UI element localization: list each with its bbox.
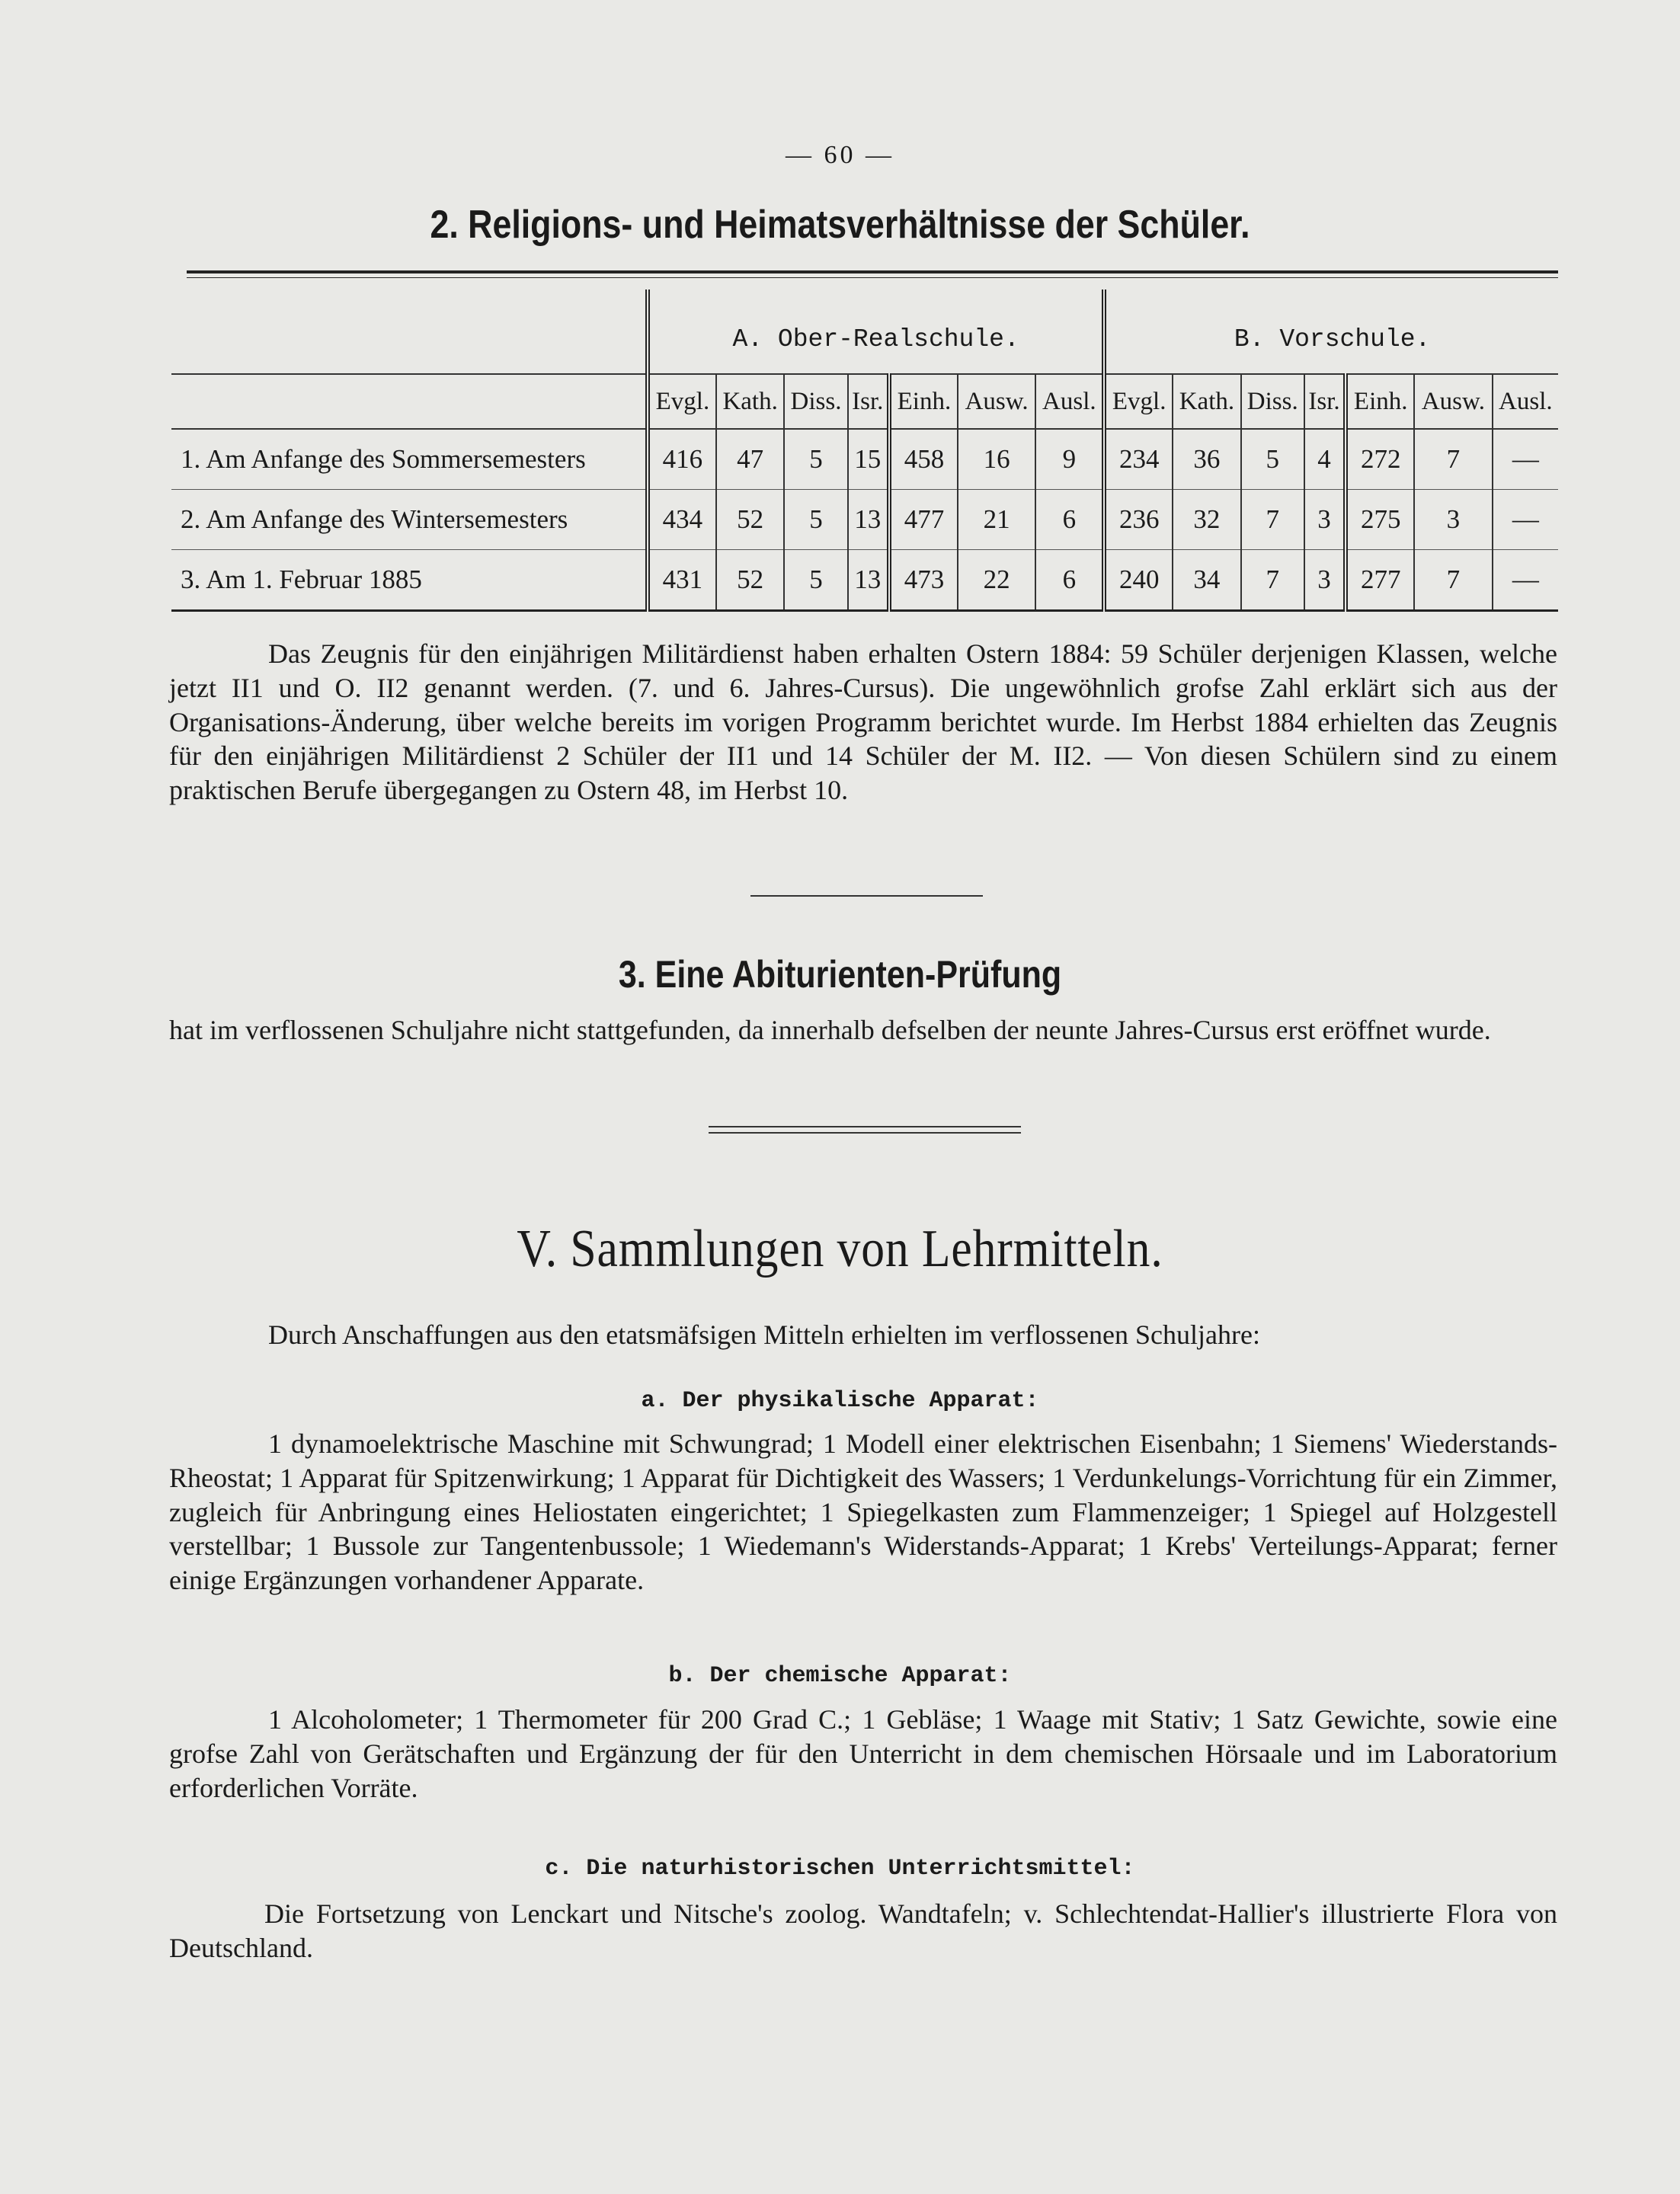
subsection-a-heading: a. Der physikalische Apparat: bbox=[641, 1388, 1039, 1414]
table-cell: 15 bbox=[848, 429, 890, 490]
table-cell: 22 bbox=[958, 550, 1036, 611]
table-cell: 7 bbox=[1414, 429, 1493, 490]
column-header: Isr. bbox=[1304, 374, 1346, 429]
title-rule-thin bbox=[187, 277, 1558, 278]
table-row bbox=[171, 550, 1558, 611]
table-cell: 3 bbox=[1304, 550, 1346, 611]
section-3-title: 3. Eine Abiturienten-Prüfung bbox=[618, 953, 1062, 996]
table-cell: 240 bbox=[1104, 550, 1173, 611]
table-cell: — bbox=[1493, 490, 1558, 550]
column-header: Kath. bbox=[1173, 374, 1241, 429]
subsection-c-text: Die Fortsetzung von Lenckart und Nitsche's zoolog. Wandtafeln; v. Schlechtendat-Hallier's illustrierte Flora von Deutschland. bbox=[169, 1898, 1557, 1963]
column-header: Evgl. bbox=[648, 374, 716, 429]
table-cell: — bbox=[1493, 550, 1558, 611]
subsection-b-heading: b. Der chemische Apparat: bbox=[668, 1663, 1012, 1689]
table-cell: 3 bbox=[1414, 490, 1493, 550]
group-header-a: A. Ober-Realschule. bbox=[648, 289, 1104, 374]
table-cell: 275 bbox=[1346, 490, 1414, 550]
row-label: 3. Am 1. Februar 1885 bbox=[181, 564, 422, 594]
religion-statistics-table bbox=[171, 289, 1558, 612]
table-cell: 236 bbox=[1104, 490, 1173, 550]
table-cell: 7 bbox=[1241, 550, 1304, 611]
table-cell: 52 bbox=[716, 550, 785, 611]
table-cell: 21 bbox=[958, 490, 1036, 550]
subsection-a-text: 1 dynamoelektrische Maschine mit Schwungrad; 1 Modell einer elektrischen Eisenbahn; 1 Siemens' Wiederstands-Rheostat; 1 Apparat für Spitzenwirkung; 1 Apparat für Dichtigkeit des Wassers; 1 Verdunkelungs-Vorrichtung für ein Zimmer, zugleich für Anbringung eines Heliostaten eingerichtet; 1 Spiegelkasten zum Flammenzeiger; 1 Spiegel auf Holzgestell verstellbar; 1 Bussole zur Tangentenbussole; 1 Wiedemann's Widerstands-Apparat; 1 Krebs' Verteilungs-Apparat; ferner einige Ergänzungen vorhandener Apparate. bbox=[169, 1428, 1557, 1596]
section-5-title: V. Sammlungen von Lehrmitteln. bbox=[517, 1220, 1163, 1278]
table-cell: 7 bbox=[1414, 550, 1493, 611]
table-row bbox=[171, 429, 1558, 490]
row-label: 1. Am Anfange des Sommersemesters bbox=[181, 444, 586, 474]
table-cell: 473 bbox=[889, 550, 958, 611]
table-cell: 47 bbox=[716, 429, 785, 490]
table-cell: 458 bbox=[889, 429, 958, 490]
subsection-c-heading: c. Die naturhistorischen Unterrichtsmittel: bbox=[545, 1856, 1135, 1882]
double-divider-bottom bbox=[709, 1132, 1021, 1134]
table-cell: 477 bbox=[889, 490, 958, 550]
section-3-paragraph: hat im verflossenen Schuljahre nicht stattgefunden, da innerhalb defselben der neunte Jahres-Cursus erst eröffnet wurde. bbox=[169, 1015, 1491, 1045]
table-cell: 3 bbox=[1304, 490, 1346, 550]
table-cell: 434 bbox=[648, 490, 716, 550]
table-cell: 13 bbox=[848, 490, 890, 550]
table-cell: 416 bbox=[648, 429, 716, 490]
table-cell: 431 bbox=[648, 550, 716, 611]
table-column-header-row bbox=[171, 374, 1558, 429]
table-cell: 5 bbox=[1241, 429, 1304, 490]
column-header: Evgl. bbox=[1104, 374, 1173, 429]
table-cell: — bbox=[1493, 429, 1558, 490]
table-cell: 16 bbox=[958, 429, 1036, 490]
column-header: Einh. bbox=[889, 374, 958, 429]
table-cell: 5 bbox=[784, 429, 847, 490]
table-row bbox=[171, 490, 1558, 550]
table-cell: 234 bbox=[1104, 429, 1173, 490]
group-header-b: B. Vorschule. bbox=[1104, 289, 1558, 374]
title-rule bbox=[187, 270, 1558, 273]
table-cell: 13 bbox=[848, 550, 890, 611]
section-5-intro: Durch Anschaffungen aus den etatsmäfsigen Mitteln erhielten im verflossenen Schuljahre: bbox=[268, 1319, 1260, 1350]
table-cell: 4 bbox=[1304, 429, 1346, 490]
table-group-header-row bbox=[171, 289, 1558, 374]
section-2-title: 2. Religions- und Heimatsverhältnisse der Schüler. bbox=[430, 203, 1250, 247]
table-cell: 36 bbox=[1173, 429, 1241, 490]
table-cell: 6 bbox=[1035, 550, 1104, 611]
column-header: Einh. bbox=[1346, 374, 1414, 429]
row-label: 2. Am Anfange des Wintersemesters bbox=[181, 504, 568, 534]
column-header: Ausl. bbox=[1035, 374, 1104, 429]
table-cell: 277 bbox=[1346, 550, 1414, 611]
table-cell: 5 bbox=[784, 490, 847, 550]
table-cell: 7 bbox=[1241, 490, 1304, 550]
table-cell: 34 bbox=[1173, 550, 1241, 611]
double-divider-top bbox=[709, 1126, 1021, 1127]
column-header: Isr. bbox=[848, 374, 890, 429]
column-header: Ausw. bbox=[958, 374, 1036, 429]
page-number: — 60 — bbox=[786, 141, 894, 169]
table-cell: 32 bbox=[1173, 490, 1241, 550]
table-cell: 272 bbox=[1346, 429, 1414, 490]
table-cell: 5 bbox=[784, 550, 847, 611]
section-divider bbox=[750, 895, 983, 897]
table-cell: 52 bbox=[716, 490, 785, 550]
table-cell: 9 bbox=[1035, 429, 1104, 490]
column-header: Kath. bbox=[716, 374, 785, 429]
column-header: Ausw. bbox=[1414, 374, 1493, 429]
subsection-b-text: 1 Alcoholometer; 1 Thermometer für 200 Grad C.; 1 Gebläse; 1 Waage mit Stativ; 1 Satz Gewichte, sowie eine grofse Zahl von Gerätschaften und Ergänzung der für den Unterricht in dem chemischen Hörsaale und im Laboratorium erforderlichen Vorräte. bbox=[169, 1704, 1557, 1803]
column-header: Diss. bbox=[1241, 374, 1304, 429]
table-cell: 6 bbox=[1035, 490, 1104, 550]
column-header: Diss. bbox=[784, 374, 847, 429]
section-2-paragraph: Das Zeugnis für den einjährigen Militärdienst haben erhalten Ostern 1884: 59 Schüler derjenigen Klassen, welche jetzt II1 und O. II2 genannt werden. (7. und 6. Jahres-Cursus). Die ungewöhnlich grofse Zahl erklärt sich aus der Organisations-Änderung, über welche bereits im vorigen Programm berichtet wurde. Im Herbst 1884 erhielten das Zeugnis für den einjährigen Militärdienst 2 Schüler der II1 und 14 Schüler der M. II2. — Von diesen Schülern sind zu einem praktischen Berufe übergegangen zu Ostern 48, im Herbst 10. bbox=[169, 638, 1557, 806]
column-header: Ausl. bbox=[1493, 374, 1558, 429]
